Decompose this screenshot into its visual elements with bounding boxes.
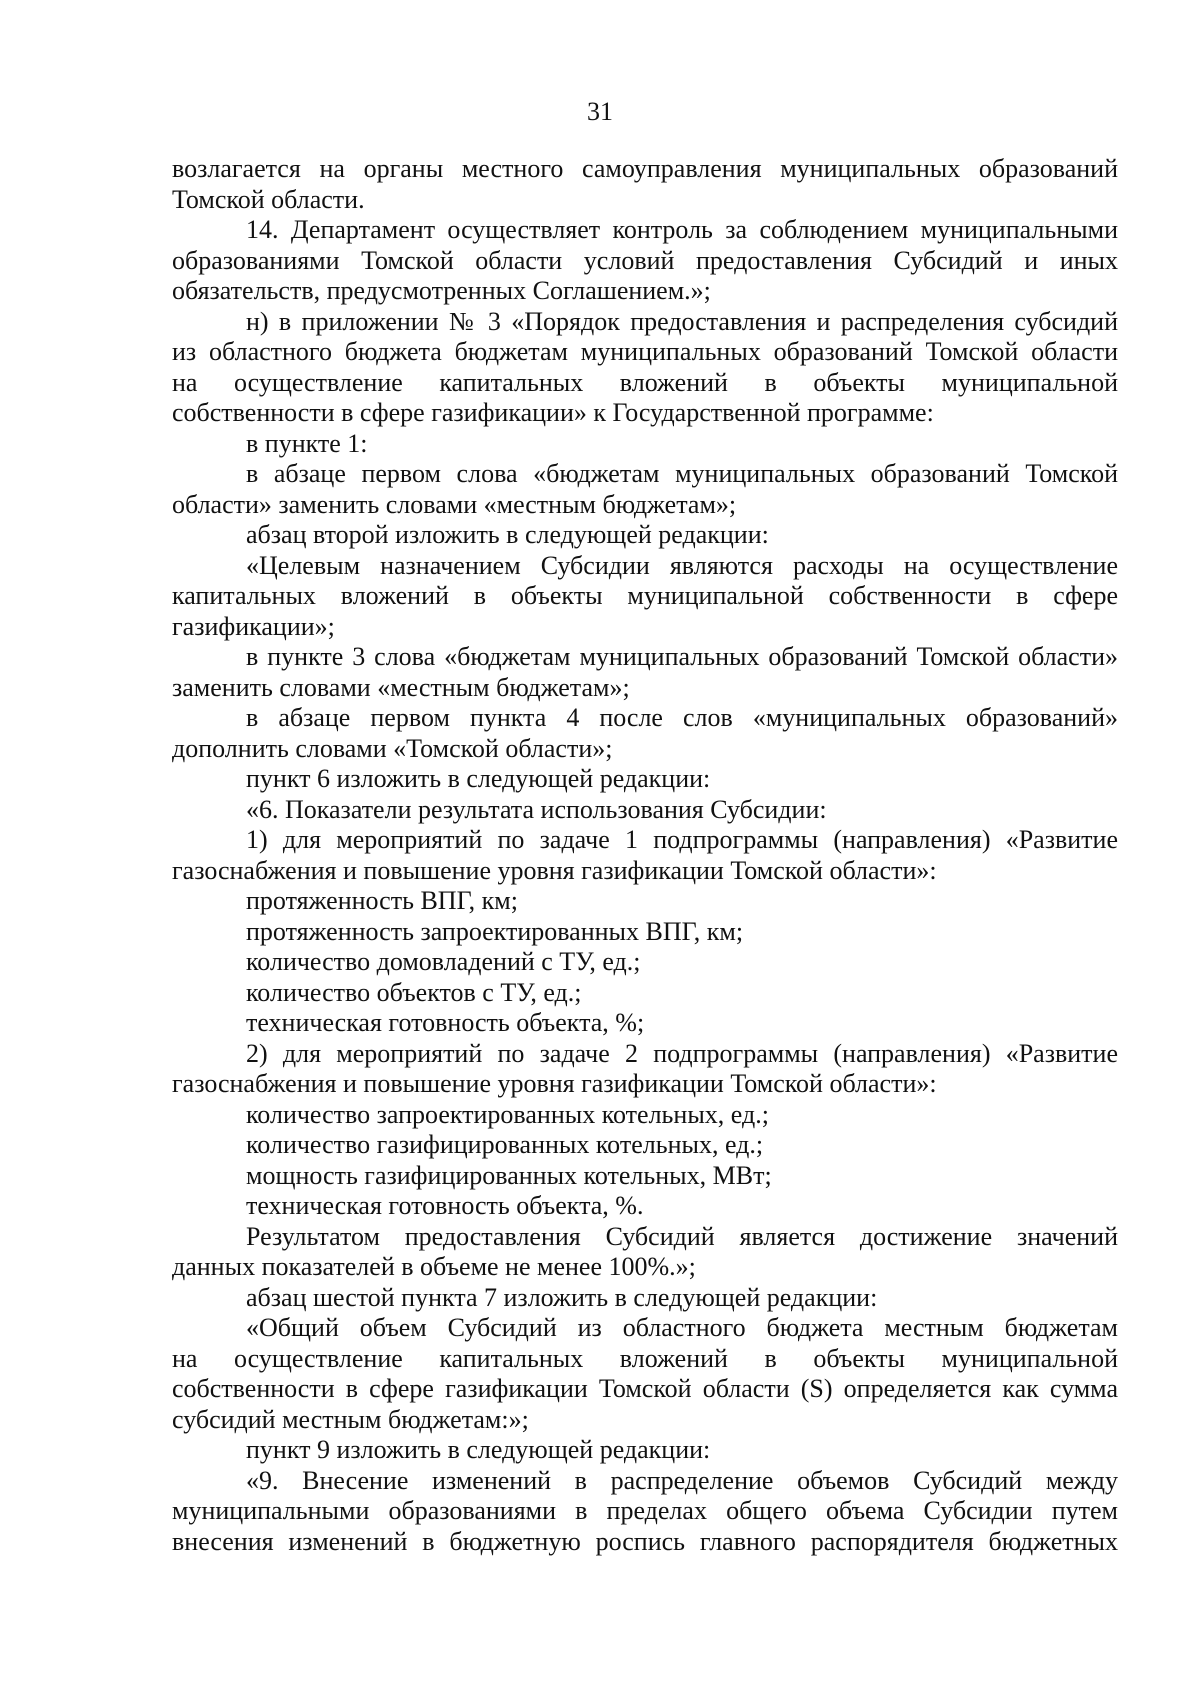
text-line: капитальных вложений в объекты муниципальной собственности в сфере (172, 581, 1118, 610)
text-line: в пункте 1: (246, 428, 368, 458)
text-line: собственности в сфере газификации» к Государственной программе: (172, 398, 934, 427)
text-line: протяженность запроектированных ВПГ, км; (246, 916, 744, 946)
text-line: газоснабжения и повышение уровня газификации Томской области»: (172, 1069, 937, 1098)
text-line: данных показателей в объеме не менее 100%.»; (172, 1252, 696, 1281)
text-line: 14. Департамент осуществляет контроль за соблюдением муниципальными (246, 215, 1118, 244)
text-line: 1) для мероприятий по задаче 1 подпрограммы (направления) «Развитие (246, 825, 1118, 854)
text-line: дополнить словами «Томской области»; (172, 733, 613, 763)
text-line: Томской области. (172, 184, 365, 214)
text-line: н) в приложении № 3 «Порядок предоставления и распределения субсидий (246, 306, 1118, 336)
document-body (172, 154, 1118, 1557)
text-line: в пункте 3 слова «бюджетам муниципальных образований Томской области» (246, 642, 1118, 671)
text-line: субсидий местным бюджетам:»; (172, 1404, 529, 1434)
text-line: пункт 9 изложить в следующей редакции: (246, 1435, 711, 1464)
text-line: в абзаце первом пункта 4 после слов «муниципальных образований» (246, 703, 1118, 732)
text-line: протяженность ВПГ, км; (246, 886, 518, 915)
text-line: из областного бюджета бюджетам муниципальных образований Томской области (172, 337, 1118, 366)
text-line: 2) для мероприятий по задаче 2 подпрограммы (направления) «Развитие (246, 1038, 1118, 1068)
text-line: Результатом предоставления Субсидий является достижение значений (246, 1221, 1118, 1251)
text-line: «9. Внесение изменений в распределение объемов Субсидий между (246, 1465, 1118, 1495)
text-line: количество домовладений с ТУ, ед.; (246, 947, 641, 976)
text-line: газоснабжения и повышение уровня газификации Томской области»: (172, 855, 937, 885)
text-line: на осуществление капитальных вложений в объекты муниципальной (172, 367, 1118, 397)
text-line: пункт 6 изложить в следующей редакции: (246, 764, 711, 793)
text-line: «Общий объем Субсидий из областного бюджета местным бюджетам (246, 1313, 1118, 1342)
text-line: мощность газифицированных котельных, МВт; (246, 1160, 772, 1190)
text-line: обязательств, предусмотренных Соглашением.»; (172, 276, 711, 305)
text-line: абзац второй изложить в следующей редакции: (246, 520, 769, 549)
text-line: количество газифицированных котельных, ед.; (246, 1130, 764, 1159)
text-line: области» заменить словами «местным бюджетам»; (172, 489, 737, 519)
text-line: внесения изменений в бюджетную роспись главного распорядителя бюджетных (172, 1526, 1118, 1556)
text-line: муниципальными образованиями в пределах общего объема Субсидии путем (172, 1496, 1118, 1525)
text-line: заменить словами «местным бюджетам»; (172, 672, 630, 702)
text-line: абзац шестой пункта 7 изложить в следующей редакции: (246, 1282, 878, 1312)
text-line: техническая готовность объекта, %; (246, 1008, 645, 1037)
text-line: «6. Показатели результата использования Субсидии: (246, 794, 827, 824)
text-line: количество объектов с ТУ, ед.; (246, 977, 582, 1007)
text-line: техническая готовность объекта, %. (246, 1191, 644, 1220)
text-line: количество запроектированных котельных, ед.; (246, 1099, 769, 1129)
text-line: возлагается на органы местного самоуправления муниципальных образований (172, 154, 1118, 183)
text-line: на осуществление капитальных вложений в объекты муниципальной (172, 1343, 1118, 1373)
page-number: 31 (587, 97, 613, 126)
text-line: «Целевым назначением Субсидии являются расходы на осуществление (246, 550, 1118, 580)
text-line: образованиями Томской области условий предоставления Субсидий и иных (172, 245, 1118, 275)
text-line: газификации»; (172, 611, 335, 641)
text-line: собственности в сфере газификации Томской области (S) определяется как сумма (172, 1374, 1118, 1403)
text-line: в абзаце первом слова «бюджетам муниципальных образований Томской (246, 459, 1118, 488)
